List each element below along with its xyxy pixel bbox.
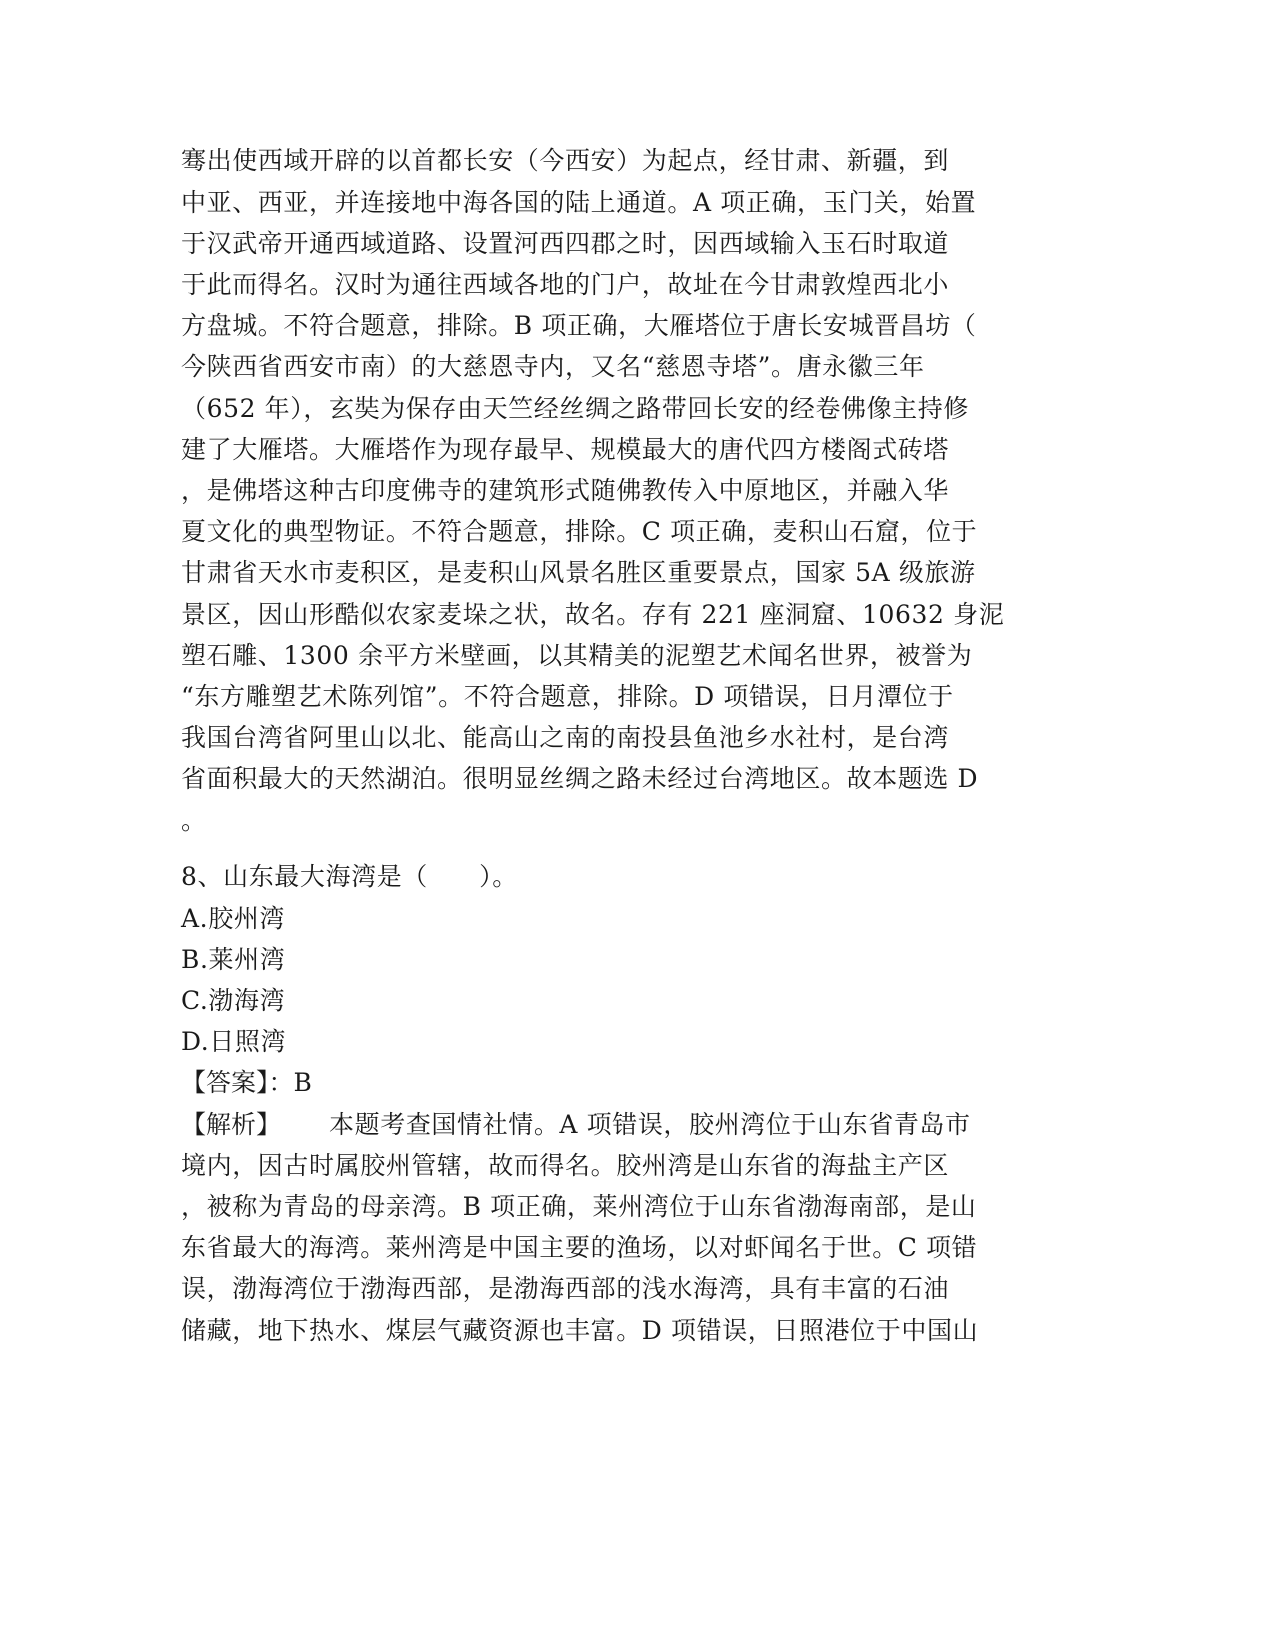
answer-label: 【答案】： — [181, 1068, 294, 1097]
option-c: C.渤海湾 — [181, 986, 286, 1015]
passage-line: 今陕西省西安市南）的大慈恩寺内，又名“慈恩寺塔”。唐永徽三年 — [181, 352, 925, 381]
question-stem: 8、山东最大海湾是（ ）。 — [181, 862, 518, 891]
answer-value: B — [293, 1068, 313, 1097]
passage-line: 景区，因山形酷似农家麦垛之状，故名。存有 221 座洞窟、10632 身泥 — [181, 600, 1005, 629]
passage-line: 于此而得名。汉时为通往西域各地的门户，故址在今甘肃敦煌西北小 — [181, 270, 950, 299]
analysis-line: 误，渤海湾位于渤海西部，是渤海西部的浅水海湾，具有丰富的石油 — [181, 1274, 950, 1303]
passage-line: 。 — [181, 806, 207, 835]
passage-line: （652 年），玄奘为保存由天竺经丝绸之路带回长安的经卷佛像主持修 — [181, 394, 969, 423]
passage-line: 中亚、西亚，并连接地中海各国的陆上通道。A 项正确，玉门关，始置 — [181, 188, 977, 217]
passage-line: 夏文化的典型物证。不符合题意，排除。C 项正确，麦积山石窟，位于 — [181, 517, 978, 546]
analysis-line: ，被称为青岛的母亲湾。B 项正确，莱州湾位于山东省渤海南部，是山 — [181, 1192, 977, 1221]
analysis-label: 【解析】 — [181, 1110, 282, 1139]
passage-line: 骞出使西域开辟的以首都长安（今西安）为起点，经甘肃、新疆，到 — [181, 146, 950, 175]
analysis-first-line — [181, 1110, 971, 1140]
passage-line: “东方雕塑艺术陈列馆”。不符合题意，排除。D 项错误，日月潭位于 — [181, 682, 954, 711]
passage-line: 建了大雁塔。大雁塔作为现存最早、规模最大的唐代四方楼阁式砖塔 — [181, 435, 950, 464]
answer-line — [181, 1068, 313, 1098]
analysis-line: 本题考查国情社情。A 项错误，胶州湾位于山东省青岛市 — [329, 1110, 971, 1139]
option-b: B.莱州湾 — [181, 945, 286, 974]
passage-line: 我国台湾省阿里山以北、能高山之南的南投县鱼池乡水社村，是台湾 — [181, 723, 950, 752]
analysis-line: 东省最大的海湾。莱州湾是中国主要的渔场，以对虾闻名于世。C 项错 — [181, 1233, 978, 1262]
option-a: A.胶州湾 — [181, 904, 286, 933]
passage-line: ，是佛塔这种古印度佛寺的建筑形式随佛教传入中原地区，并融入华 — [181, 476, 950, 505]
option-d: D.日照湾 — [181, 1027, 287, 1056]
passage-line: 甘肃省天水市麦积区，是麦积山风景名胜区重要景点，国家 5A 级旅游 — [181, 558, 976, 587]
analysis-line: 境内，因古时属胶州管辖，故而得名。胶州湾是山东省的海盐主产区 — [181, 1151, 950, 1180]
passage-line: 塑石雕、1300 余平方米壁画，以其精美的泥塑艺术闻名世界，被誉为 — [181, 641, 973, 670]
passage-line: 于汉武帝开通西域道路、设置河西四郡之时，因西域输入玉石时取道 — [181, 229, 950, 258]
passage-line: 省面积最大的天然湖泊。很明显丝绸之路未经过台湾地区。故本题选 D — [181, 764, 979, 793]
analysis-line: 储藏，地下热水、煤层气藏资源也丰富。D 项错误，日照港位于中国山 — [181, 1316, 979, 1345]
passage-line: 方盘城。不符合题意，排除。B 项正确，大雁塔位于唐长安城晋昌坊（ — [181, 311, 977, 340]
